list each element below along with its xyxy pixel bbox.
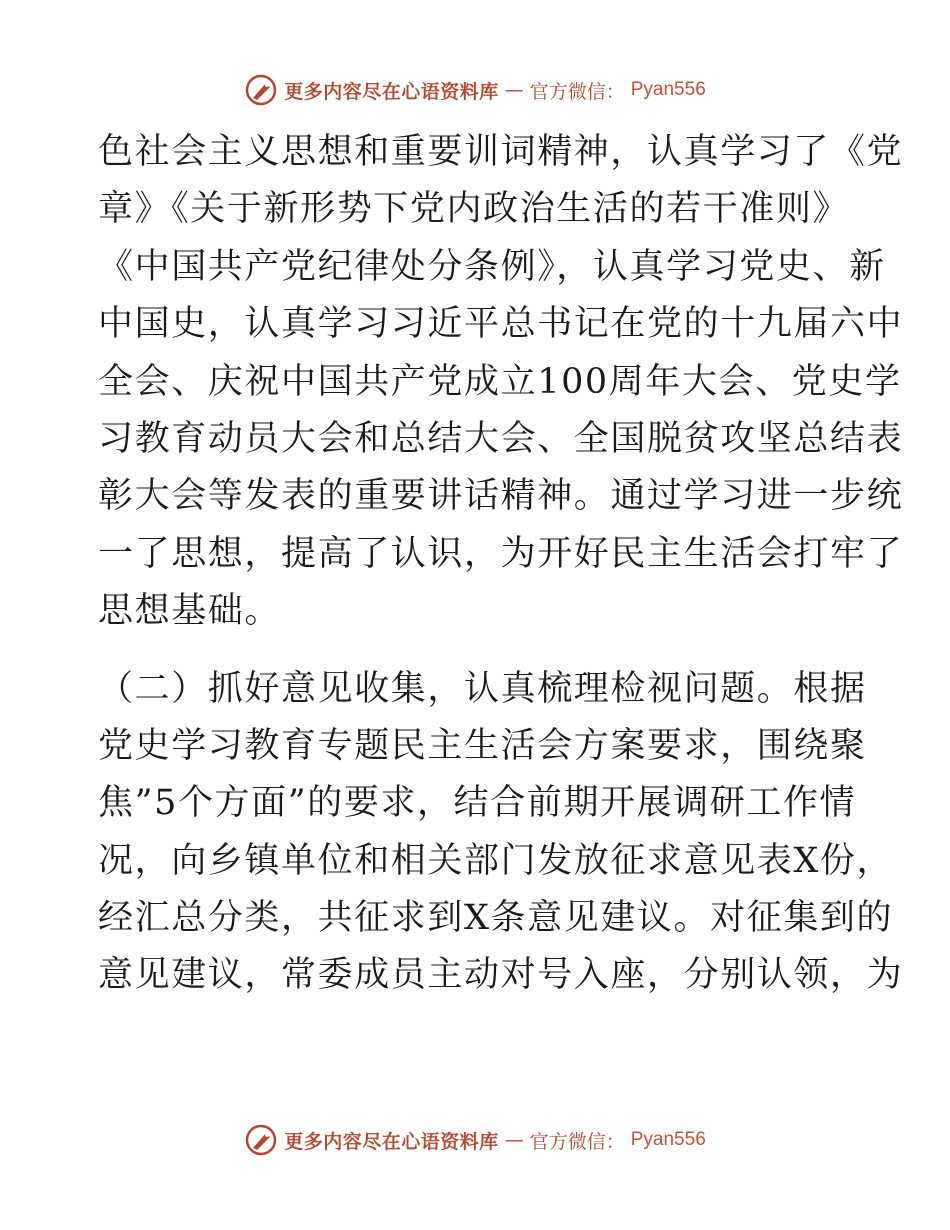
- text-line: 思想基础。: [98, 591, 282, 632]
- text-line: （二）抓好意见收集，认真梳理检视问题。根据: [98, 668, 867, 709]
- footer-banner: [0, 1123, 950, 1157]
- text-line: 全会、庆祝中国共产党成立100周年大会、党史学: [98, 361, 902, 402]
- banner-brand-text: 更多内容尽在心语资料库: [284, 1130, 499, 1153]
- paragraph-spacer: [98, 641, 858, 661]
- banner-dash: —: [504, 1129, 524, 1151]
- text-line: 章》《关于新形势下党内政治生活的若干准则》: [98, 189, 850, 230]
- text-line: 《中国共产党纪律处分条例》，认真学习党史、新: [98, 246, 886, 287]
- pen-nib-logo-icon: [244, 1123, 278, 1157]
- text-line: 党史学习教育专题民主生活会方案要求，围绕聚: [98, 725, 867, 766]
- text-line: 意见建议，常委成员主动对号入座，分别认领，为: [98, 955, 904, 996]
- banner-wechat-id: Pyan556: [630, 1129, 706, 1150]
- text-line: 焦”5个方面”的要求，结合前期开展调研工作情: [98, 783, 857, 824]
- banner-dash: —: [504, 79, 524, 101]
- pen-nib-logo-icon: [244, 73, 278, 107]
- text-line: 彰大会等发表的重要讲话精神。通过学习进一步统: [98, 476, 904, 517]
- text-line: 况，向乡镇单位和相关部门发放征求意见表X份，: [98, 840, 894, 881]
- text-line: 一了思想，提高了认识，为开好民主生活会打牢了: [98, 533, 904, 574]
- banner-wechat-label: 官方微信：: [529, 1130, 625, 1153]
- banner-wechat-label: 官方微信：: [529, 80, 625, 103]
- text-line: 习教育动员大会和总结大会、全国脱贫攻坚总结表: [98, 418, 904, 459]
- banner-brand-text: 更多内容尽在心语资料库: [284, 80, 499, 103]
- text-line: 中国史，认真学习习近平总书记在党的十九届六中: [98, 304, 904, 345]
- document-body: [98, 124, 904, 1005]
- text-line: 色社会主义思想和重要训词精神，认真学习了《党: [98, 132, 904, 172]
- paragraph-2: [98, 661, 904, 1005]
- text-line: 经汇总分类，共征求到X条意见建议。对征集到的: [98, 898, 894, 939]
- banner-wechat-id: Pyan556: [630, 79, 706, 100]
- paragraph-1: [98, 124, 904, 641]
- header-banner: [0, 73, 950, 107]
